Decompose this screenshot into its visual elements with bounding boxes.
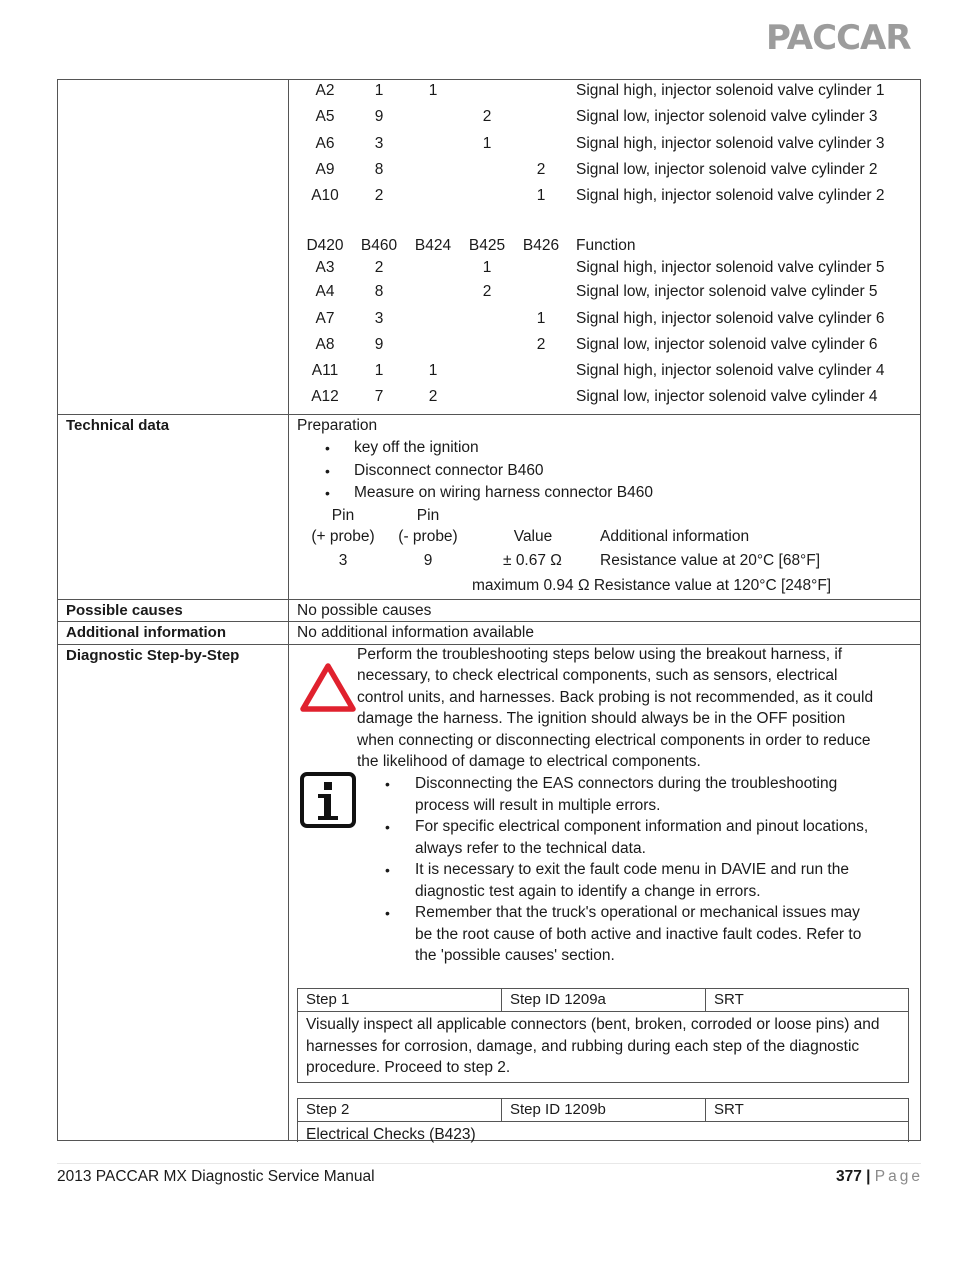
pin-cell-function: Signal low, injector solenoid valve cylinder 2 xyxy=(576,161,878,178)
pin-cell-d420: A11 xyxy=(311,362,339,379)
info-bullet-line: process will result in multiple errors. xyxy=(415,796,661,814)
pin-cell-b426: 2 xyxy=(536,336,546,353)
pin-cell-b424: 1 xyxy=(428,82,438,99)
pin-cell-d420: A10 xyxy=(311,187,339,204)
step-table xyxy=(297,988,909,1083)
warning-line: control units, and harnesses. Back probing is not recommended, as it could xyxy=(357,688,874,706)
step-body: Visually inspect all applicable connectors (bent, broken, corroded or loose pins) and harnesses for corrosion, damage, and rubbing during each step of the diagnostic procedure. Proceed to step 2. xyxy=(306,1016,880,1076)
preparation-item: Disconnect connector B460 xyxy=(354,461,544,479)
pin-cell-b460: 2 xyxy=(374,259,384,276)
pin-cell-b460: 7 xyxy=(374,388,384,405)
pin-cell-b425: 1 xyxy=(482,259,492,276)
info-bullet-line: be the root cause of both active and inactive fault codes. Refer to xyxy=(415,925,862,943)
pin-cell-b460: 8 xyxy=(374,283,384,300)
info-bullet-line: diagnostic test again to identify a change in errors. xyxy=(415,882,761,900)
row-value: ± 0.67 Ω xyxy=(503,552,562,569)
warning-triangle-icon xyxy=(300,662,356,714)
pin-minus-header-bottom: (- probe) xyxy=(398,528,458,545)
pin-cell-d420: A5 xyxy=(315,108,335,125)
pin-header-b426: B426 xyxy=(522,237,560,254)
page-word: Page xyxy=(874,1168,923,1185)
pin-cell-b460: 1 xyxy=(374,82,384,99)
pin-cell-b426: 1 xyxy=(536,187,546,204)
bullet-dot: • xyxy=(385,905,390,921)
footer-page xyxy=(836,1168,923,1186)
additional-information-value: No additional information available xyxy=(297,624,534,641)
pin-cell-b460: 1 xyxy=(374,362,384,379)
pin-cell-b460: 3 xyxy=(374,310,384,327)
info-bullet-line: Remember that the truck's operational or mechanical issues may xyxy=(415,904,860,921)
pin-cell-b460: 2 xyxy=(374,187,384,204)
pin-plus-header-top: Pin xyxy=(331,507,355,524)
possible-causes-value: No possible causes xyxy=(297,602,432,619)
page-divider: | xyxy=(866,1168,871,1185)
info-bullet-line: the 'possible causes' section. xyxy=(415,947,615,964)
pin-header-b424: B424 xyxy=(414,237,452,254)
page-number: 377 xyxy=(835,1168,862,1185)
additional-information-label: Additional information xyxy=(66,624,226,641)
pin-header-function: Function xyxy=(576,237,636,254)
pin-minus-header-top: Pin xyxy=(416,507,440,524)
pin-cell-d420: A12 xyxy=(311,388,339,405)
info-bullet-line: Disconnecting the EAS connectors during the troubleshooting xyxy=(415,775,838,792)
warning-line: when connecting or disconnecting electrical components in order to reduce xyxy=(357,731,871,749)
bullet-dot: • xyxy=(385,862,390,878)
preparation-item: Measure on wiring harness connector B460 xyxy=(354,484,653,501)
info-bullet-line: For specific electrical component information and pinout locations, xyxy=(415,818,869,835)
max-resistance-line: maximum 0.94 Ω Resistance value at 120°C [248°F] xyxy=(472,577,832,594)
pin-cell-b460: 8 xyxy=(374,161,384,178)
warning-line: necessary, to check electrical components, such as sensors, electrical xyxy=(357,667,838,685)
column-divider xyxy=(288,80,289,1140)
warning-line: damage the harness. The ignition should always be in the OFF position xyxy=(357,710,846,728)
row-divider xyxy=(58,599,920,600)
step-number: Step 1 xyxy=(306,991,350,1008)
pin-cell-b460: 9 xyxy=(374,108,384,125)
row-info: Resistance value at 20°C [68°F] xyxy=(600,552,821,569)
pin-cell-function: Signal high, injector solenoid valve cylinder 1 xyxy=(576,82,885,99)
logo-text: PACCAR xyxy=(766,18,911,58)
pin-cell-b426: 2 xyxy=(536,161,546,178)
row-divider xyxy=(58,621,920,622)
pin-cell-b426: 1 xyxy=(536,310,546,327)
footer-divider xyxy=(57,1163,921,1164)
step-table xyxy=(297,1098,909,1142)
step-header-row xyxy=(298,989,908,1012)
step-body: Electrical Checks (B423) xyxy=(306,1126,476,1143)
pin-header-b425: B425 xyxy=(468,237,506,254)
pin-cell-function: Signal high, injector solenoid valve cylinder 4 xyxy=(576,362,885,379)
pin-cell-b460: 3 xyxy=(374,135,384,152)
pin-cell-d420: A7 xyxy=(315,310,335,327)
pin-cell-function: Signal high, injector solenoid valve cylinder 5 xyxy=(576,259,885,276)
row-pin-plus: 3 xyxy=(338,552,348,569)
paccar-logo xyxy=(766,18,924,58)
pin-cell-d420: A3 xyxy=(315,259,335,276)
step-srt: SRT xyxy=(705,989,909,1011)
row-divider xyxy=(58,414,920,415)
warning-line: Perform the troubleshooting steps below using the breakout harness, if xyxy=(357,646,843,663)
pin-cell-b460: 9 xyxy=(374,336,384,353)
pin-cell-function: Signal high, injector solenoid valve cylinder 2 xyxy=(576,187,885,204)
pin-cell-d420: A2 xyxy=(315,82,335,99)
step-header-row xyxy=(298,1099,908,1122)
pin-cell-b424: 1 xyxy=(428,362,438,379)
pin-cell-b425: 2 xyxy=(482,283,492,300)
pin-header-b460: B460 xyxy=(360,237,398,254)
value-header: Value xyxy=(513,528,553,545)
pin-cell-function: Signal low, injector solenoid valve cylinder 4 xyxy=(576,388,878,405)
step-id: Step ID 1209b xyxy=(501,1099,705,1121)
info-bullet-line: always refer to the technical data. xyxy=(415,839,646,857)
possible-causes-label: Possible causes xyxy=(66,602,183,619)
bullet-dot: • xyxy=(325,440,330,456)
technical-data-label: Technical data xyxy=(66,417,170,434)
pin-cell-function: Signal high, injector solenoid valve cylinder 6 xyxy=(576,310,885,327)
pin-cell-d420: A6 xyxy=(315,135,335,152)
step-number: Step 2 xyxy=(306,1101,350,1118)
pin-cell-d420: A4 xyxy=(315,283,335,300)
bullet-dot: • xyxy=(325,485,330,501)
preparation-item: key off the ignition xyxy=(354,439,479,456)
pin-cell-function: Signal low, injector solenoid valve cylinder 3 xyxy=(576,108,878,125)
diagnostic-table xyxy=(57,79,921,1141)
pin-cell-b424: 2 xyxy=(428,388,438,405)
pin-cell-function: Signal high, injector solenoid valve cylinder 3 xyxy=(576,135,885,152)
diagnostic-label: Diagnostic Step-by-Step xyxy=(66,647,240,664)
bullet-dot: • xyxy=(325,462,330,479)
pin-cell-d420: A8 xyxy=(315,336,335,353)
row-divider xyxy=(58,644,920,645)
step-srt: SRT xyxy=(705,1099,909,1121)
preparation-heading: Preparation xyxy=(297,417,378,434)
pin-plus-header-bottom: (+ probe) xyxy=(311,528,375,545)
row-pin-minus: 9 xyxy=(423,552,433,569)
pin-cell-b425: 2 xyxy=(482,108,492,125)
pin-cell-d420: A9 xyxy=(315,161,335,178)
step-id: Step ID 1209a xyxy=(501,989,705,1011)
additional-info-header: Additional information xyxy=(600,528,750,545)
warning-line: the likelihood of damage to electrical components. xyxy=(357,753,701,770)
pin-header-d420: D420 xyxy=(306,237,344,254)
pin-cell-b425: 1 xyxy=(482,135,492,152)
info-bullet-line: It is necessary to exit the fault code menu in DAVIE and run the xyxy=(415,861,849,878)
pin-cell-function: Signal low, injector solenoid valve cylinder 6 xyxy=(576,336,878,353)
info-icon xyxy=(300,772,356,828)
bullet-dot: • xyxy=(385,776,390,792)
bullet-dot: • xyxy=(385,819,390,835)
footer-title: 2013 PACCAR MX Diagnostic Service Manual xyxy=(57,1168,375,1185)
pin-cell-function: Signal low, injector solenoid valve cylinder 5 xyxy=(576,283,878,300)
